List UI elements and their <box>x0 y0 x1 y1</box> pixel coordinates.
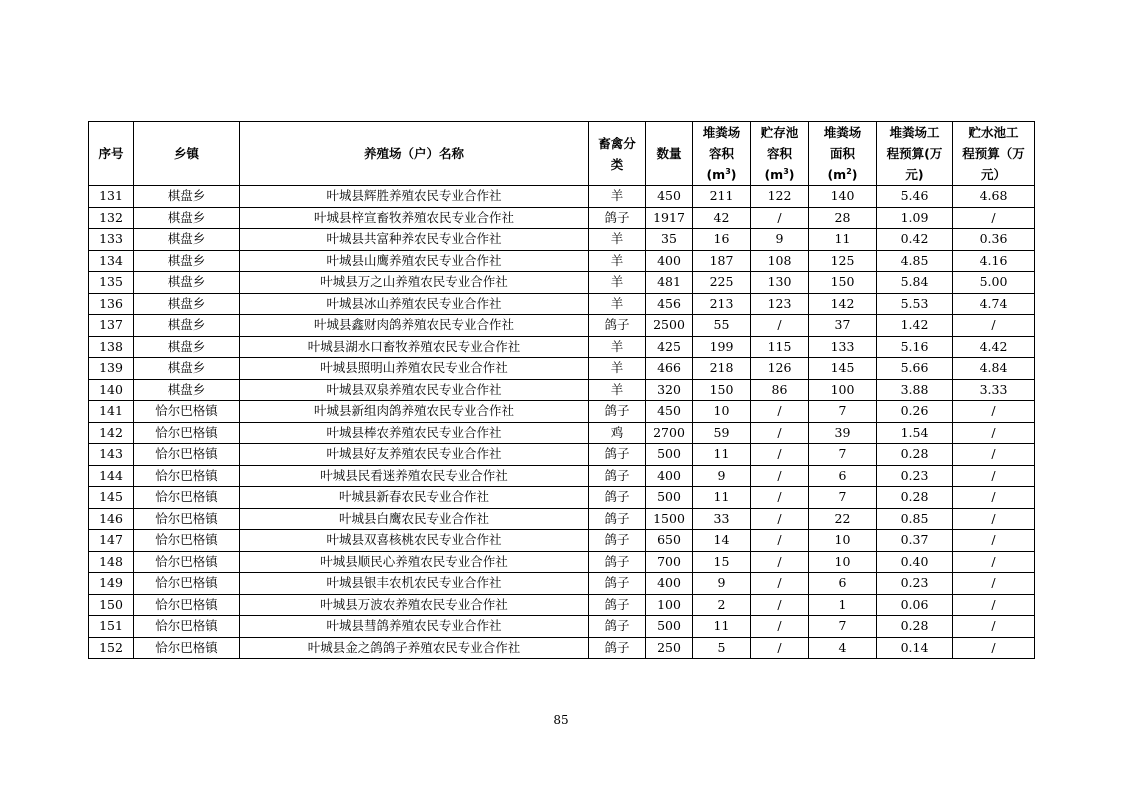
cell-storage-pond-volume: / <box>751 573 809 595</box>
cell-town: 恰尔巴格镇 <box>134 637 240 659</box>
cell-manure-yard-volume: 11 <box>693 444 751 466</box>
cell-index: 141 <box>89 401 134 423</box>
header-manure-yard-volume: 堆粪场 容积 $(m^3)$ <box>693 122 751 186</box>
cell-manure-yard-budget: 0.26 <box>877 401 953 423</box>
cell-quantity: 481 <box>646 272 693 294</box>
cell-water-pond-budget: / <box>953 315 1035 337</box>
cell-manure-yard-area: 7 <box>809 487 877 509</box>
cell-storage-pond-volume: / <box>751 207 809 229</box>
cell-storage-pond-volume: / <box>751 637 809 659</box>
cell-manure-yard-area: 22 <box>809 508 877 530</box>
cell-livestock-type: 鸽子 <box>589 594 646 616</box>
cell-water-pond-budget: / <box>953 616 1035 638</box>
cell-manure-yard-volume: 15 <box>693 551 751 573</box>
cell-town: 恰尔巴格镇 <box>134 508 240 530</box>
cell-town: 棋盘乡 <box>134 293 240 315</box>
table-row <box>89 573 1035 595</box>
cell-manure-yard-budget: 0.40 <box>877 551 953 573</box>
cell-manure-yard-volume: 55 <box>693 315 751 337</box>
cell-quantity: 456 <box>646 293 693 315</box>
cell-water-pond-budget: 0.36 <box>953 229 1035 251</box>
cell-livestock-type: 鸽子 <box>589 530 646 552</box>
cell-index: 143 <box>89 444 134 466</box>
cell-storage-pond-volume: 108 <box>751 250 809 272</box>
cell-livestock-type: 鸽子 <box>589 637 646 659</box>
cell-quantity: 700 <box>646 551 693 573</box>
cell-water-pond-budget: / <box>953 551 1035 573</box>
cell-manure-yard-volume: 218 <box>693 358 751 380</box>
cell-livestock-type: 鸡 <box>589 422 646 444</box>
cell-manure-yard-area: 37 <box>809 315 877 337</box>
cell-farm-name: 叶城县银丰农机农民专业合作社 <box>240 573 589 595</box>
cell-manure-yard-budget: 1.09 <box>877 207 953 229</box>
table-row <box>89 272 1035 294</box>
cell-livestock-type: 羊 <box>589 358 646 380</box>
cell-manure-yard-area: 4 <box>809 637 877 659</box>
cell-storage-pond-volume: 115 <box>751 336 809 358</box>
cell-manure-yard-volume: 2 <box>693 594 751 616</box>
cell-quantity: 2500 <box>646 315 693 337</box>
cell-manure-yard-area: 11 <box>809 229 877 251</box>
cell-water-pond-budget: 5.00 <box>953 272 1035 294</box>
cell-manure-yard-area: 10 <box>809 530 877 552</box>
cell-livestock-type: 鸽子 <box>589 465 646 487</box>
cell-quantity: 500 <box>646 487 693 509</box>
header-farm-name: 养殖场（户）名称 <box>240 122 589 186</box>
cell-quantity: 35 <box>646 229 693 251</box>
cell-manure-yard-area: 6 <box>809 573 877 595</box>
cell-livestock-type: 羊 <box>589 379 646 401</box>
cell-index: 144 <box>89 465 134 487</box>
cell-quantity: 500 <box>646 444 693 466</box>
cell-manure-yard-budget: 4.85 <box>877 250 953 272</box>
cell-water-pond-budget: 4.74 <box>953 293 1035 315</box>
table-row <box>89 293 1035 315</box>
cell-farm-name: 叶城县万波农养殖农民专业合作社 <box>240 594 589 616</box>
cell-town: 棋盘乡 <box>134 229 240 251</box>
cell-farm-name: 叶城县好友养殖农民专业合作社 <box>240 444 589 466</box>
cell-farm-name: 叶城县共富种养农民专业合作社 <box>240 229 589 251</box>
cell-farm-name: 叶城县金之鸽鸽子养殖农民专业合作社 <box>240 637 589 659</box>
header-storage-pond-volume: 贮存池 容积 $(m^3)$ <box>751 122 809 186</box>
cell-town: 恰尔巴格镇 <box>134 616 240 638</box>
cell-storage-pond-volume: / <box>751 465 809 487</box>
cell-manure-yard-budget: 3.88 <box>877 379 953 401</box>
cell-quantity: 1917 <box>646 207 693 229</box>
cell-manure-yard-budget: 1.54 <box>877 422 953 444</box>
cell-storage-pond-volume: 126 <box>751 358 809 380</box>
cell-index: 131 <box>89 186 134 208</box>
cell-quantity: 400 <box>646 573 693 595</box>
cell-manure-yard-area: 6 <box>809 465 877 487</box>
cell-manure-yard-volume: 211 <box>693 186 751 208</box>
cell-farm-name: 叶城县冰山养殖农民专业合作社 <box>240 293 589 315</box>
cell-farm-name: 叶城县彗鸽养殖农民专业合作社 <box>240 616 589 638</box>
cell-manure-yard-area: 140 <box>809 186 877 208</box>
cell-water-pond-budget: / <box>953 637 1035 659</box>
cell-livestock-type: 鸽子 <box>589 487 646 509</box>
cell-storage-pond-volume: / <box>751 487 809 509</box>
cell-town: 恰尔巴格镇 <box>134 401 240 423</box>
cell-index: 135 <box>89 272 134 294</box>
table-row <box>89 401 1035 423</box>
table-row <box>89 207 1035 229</box>
cell-town: 恰尔巴格镇 <box>134 487 240 509</box>
header-manure-yard-area: 堆粪场 面积 $(m^2)$ <box>809 122 877 186</box>
cell-quantity: 100 <box>646 594 693 616</box>
cell-quantity: 400 <box>646 465 693 487</box>
header-index: 序号 <box>89 122 134 186</box>
cell-water-pond-budget: / <box>953 465 1035 487</box>
header-quantity: 数量 <box>646 122 693 186</box>
cell-livestock-type: 羊 <box>589 272 646 294</box>
cell-water-pond-budget: / <box>953 487 1035 509</box>
cell-manure-yard-budget: 5.53 <box>877 293 953 315</box>
cell-manure-yard-budget: 0.28 <box>877 616 953 638</box>
cell-farm-name: 叶城县湖水口畜牧养殖农民专业合作社 <box>240 336 589 358</box>
cell-livestock-type: 羊 <box>589 229 646 251</box>
cell-storage-pond-volume: / <box>751 422 809 444</box>
cell-storage-pond-volume: / <box>751 315 809 337</box>
cell-manure-yard-area: 125 <box>809 250 877 272</box>
cell-index: 138 <box>89 336 134 358</box>
cell-farm-name: 叶城县鑫财肉鸽养殖农民专业合作社 <box>240 315 589 337</box>
cell-farm-name: 叶城县顺民心养殖农民专业合作社 <box>240 551 589 573</box>
cell-farm-name: 叶城县新组肉鸽养殖农民专业合作社 <box>240 401 589 423</box>
cell-livestock-type: 羊 <box>589 186 646 208</box>
cell-farm-name: 叶城县双喜核桃农民专业合作社 <box>240 530 589 552</box>
cell-quantity: 500 <box>646 616 693 638</box>
cell-storage-pond-volume: 130 <box>751 272 809 294</box>
cell-town: 恰尔巴格镇 <box>134 551 240 573</box>
cell-manure-yard-budget: 1.42 <box>877 315 953 337</box>
cell-quantity: 450 <box>646 186 693 208</box>
cell-index: 152 <box>89 637 134 659</box>
cell-manure-yard-area: 133 <box>809 336 877 358</box>
cell-livestock-type: 羊 <box>589 336 646 358</box>
cell-storage-pond-volume: / <box>751 508 809 530</box>
table-row <box>89 594 1035 616</box>
cell-storage-pond-volume: 9 <box>751 229 809 251</box>
cell-manure-yard-budget: 5.16 <box>877 336 953 358</box>
cell-index: 151 <box>89 616 134 638</box>
cell-storage-pond-volume: / <box>751 616 809 638</box>
table-row <box>89 444 1035 466</box>
cell-manure-yard-budget: 5.84 <box>877 272 953 294</box>
table-row <box>89 315 1035 337</box>
cell-manure-yard-volume: 59 <box>693 422 751 444</box>
cell-index: 139 <box>89 358 134 380</box>
cell-index: 140 <box>89 379 134 401</box>
cell-farm-name: 叶城县辉胜养殖农民专业合作社 <box>240 186 589 208</box>
cell-town: 棋盘乡 <box>134 250 240 272</box>
cell-water-pond-budget: 4.42 <box>953 336 1035 358</box>
cell-manure-yard-area: 145 <box>809 358 877 380</box>
cell-manure-yard-volume: 150 <box>693 379 751 401</box>
cell-livestock-type: 鸽子 <box>589 616 646 638</box>
cell-index: 148 <box>89 551 134 573</box>
cell-storage-pond-volume: 86 <box>751 379 809 401</box>
cell-manure-yard-volume: 11 <box>693 616 751 638</box>
cell-quantity: 400 <box>646 250 693 272</box>
cell-manure-yard-budget: 0.28 <box>877 444 953 466</box>
table-row <box>89 422 1035 444</box>
cell-manure-yard-volume: 213 <box>693 293 751 315</box>
cell-manure-yard-area: 150 <box>809 272 877 294</box>
cell-storage-pond-volume: 123 <box>751 293 809 315</box>
cell-farm-name: 叶城县棒农养殖农民专业合作社 <box>240 422 589 444</box>
cell-quantity: 320 <box>646 379 693 401</box>
header-town: 乡镇 <box>134 122 240 186</box>
cell-livestock-type: 鸽子 <box>589 508 646 530</box>
cell-livestock-type: 鸽子 <box>589 401 646 423</box>
cell-livestock-type: 鸽子 <box>589 207 646 229</box>
cell-storage-pond-volume: / <box>751 444 809 466</box>
cell-quantity: 466 <box>646 358 693 380</box>
cell-water-pond-budget: / <box>953 207 1035 229</box>
cell-storage-pond-volume: / <box>751 594 809 616</box>
cell-town: 恰尔巴格镇 <box>134 444 240 466</box>
cell-manure-yard-area: 28 <box>809 207 877 229</box>
table-row <box>89 465 1035 487</box>
cell-livestock-type: 羊 <box>589 293 646 315</box>
cell-livestock-type: 鸽子 <box>589 315 646 337</box>
cell-manure-yard-area: 7 <box>809 616 877 638</box>
cell-town: 恰尔巴格镇 <box>134 465 240 487</box>
cell-water-pond-budget: / <box>953 401 1035 423</box>
cell-manure-yard-area: 7 <box>809 444 877 466</box>
cell-water-pond-budget: / <box>953 594 1035 616</box>
cell-manure-yard-budget: 5.66 <box>877 358 953 380</box>
cell-manure-yard-volume: 9 <box>693 573 751 595</box>
table-row <box>89 551 1035 573</box>
cell-manure-yard-volume: 16 <box>693 229 751 251</box>
cell-water-pond-budget: / <box>953 422 1035 444</box>
page-number: 85 <box>553 713 569 727</box>
cell-manure-yard-budget: 0.06 <box>877 594 953 616</box>
cell-town: 棋盘乡 <box>134 358 240 380</box>
cell-manure-yard-budget: 5.46 <box>877 186 953 208</box>
cell-manure-yard-budget: 0.85 <box>877 508 953 530</box>
cell-manure-yard-area: 10 <box>809 551 877 573</box>
cell-manure-yard-budget: 0.42 <box>877 229 953 251</box>
cell-manure-yard-budget: 0.23 <box>877 573 953 595</box>
cell-town: 恰尔巴格镇 <box>134 594 240 616</box>
cell-water-pond-budget: / <box>953 508 1035 530</box>
cell-farm-name: 叶城县白鹰农民专业合作社 <box>240 508 589 530</box>
cell-index: 137 <box>89 315 134 337</box>
cell-storage-pond-volume: 122 <box>751 186 809 208</box>
cell-quantity: 650 <box>646 530 693 552</box>
cell-farm-name: 叶城县新春农民专业合作社 <box>240 487 589 509</box>
cell-water-pond-budget: 3.33 <box>953 379 1035 401</box>
header-row <box>89 122 1035 186</box>
table-body <box>89 186 1035 659</box>
table-row <box>89 508 1035 530</box>
cell-index: 149 <box>89 573 134 595</box>
cell-water-pond-budget: 4.68 <box>953 186 1035 208</box>
cell-town: 恰尔巴格镇 <box>134 422 240 444</box>
cell-livestock-type: 鸽子 <box>589 444 646 466</box>
cell-quantity: 450 <box>646 401 693 423</box>
cell-town: 恰尔巴格镇 <box>134 573 240 595</box>
cell-town: 棋盘乡 <box>134 379 240 401</box>
cell-manure-yard-volume: 187 <box>693 250 751 272</box>
cell-town: 棋盘乡 <box>134 272 240 294</box>
cell-farm-name: 叶城县万之山养殖农民专业合作社 <box>240 272 589 294</box>
cell-manure-yard-volume: 225 <box>693 272 751 294</box>
cell-manure-yard-area: 39 <box>809 422 877 444</box>
table-row <box>89 250 1035 272</box>
cell-livestock-type: 羊 <box>589 250 646 272</box>
cell-manure-yard-area: 100 <box>809 379 877 401</box>
cell-quantity: 2700 <box>646 422 693 444</box>
cell-livestock-type: 鸽子 <box>589 551 646 573</box>
table-row <box>89 358 1035 380</box>
cell-water-pond-budget: / <box>953 530 1035 552</box>
cell-manure-yard-volume: 5 <box>693 637 751 659</box>
cell-storage-pond-volume: / <box>751 530 809 552</box>
cell-manure-yard-budget: 0.14 <box>877 637 953 659</box>
cell-manure-yard-volume: 33 <box>693 508 751 530</box>
header-manure-yard-budget: 堆粪场工 程预算(万 元) <box>877 122 953 186</box>
cell-index: 133 <box>89 229 134 251</box>
table-row <box>89 186 1035 208</box>
cell-water-pond-budget: 4.16 <box>953 250 1035 272</box>
cell-manure-yard-volume: 42 <box>693 207 751 229</box>
cell-storage-pond-volume: / <box>751 551 809 573</box>
cell-index: 147 <box>89 530 134 552</box>
table-row <box>89 487 1035 509</box>
cell-manure-yard-area: 7 <box>809 401 877 423</box>
cell-index: 150 <box>89 594 134 616</box>
cell-water-pond-budget: / <box>953 444 1035 466</box>
cell-manure-yard-budget: 0.23 <box>877 465 953 487</box>
cell-manure-yard-budget: 0.37 <box>877 530 953 552</box>
table-row <box>89 530 1035 552</box>
cell-index: 146 <box>89 508 134 530</box>
cell-index: 132 <box>89 207 134 229</box>
table-row <box>89 637 1035 659</box>
cell-farm-name: 叶城县双泉养殖农民专业合作社 <box>240 379 589 401</box>
cell-water-pond-budget: 4.84 <box>953 358 1035 380</box>
cell-farm-name: 叶城县民看迷养殖农民专业合作社 <box>240 465 589 487</box>
cell-farm-name: 叶城县山鹰养殖农民专业合作社 <box>240 250 589 272</box>
table-row <box>89 336 1035 358</box>
cell-farm-name: 叶城县梓宣畜牧养殖农民专业合作社 <box>240 207 589 229</box>
cell-quantity: 1500 <box>646 508 693 530</box>
cell-town: 棋盘乡 <box>134 207 240 229</box>
header-water-pond-budget: 贮水池工 程预算（万 元） <box>953 122 1035 186</box>
cell-quantity: 425 <box>646 336 693 358</box>
cell-town: 棋盘乡 <box>134 336 240 358</box>
cell-index: 136 <box>89 293 134 315</box>
cell-quantity: 250 <box>646 637 693 659</box>
cell-livestock-type: 鸽子 <box>589 573 646 595</box>
cell-index: 145 <box>89 487 134 509</box>
table-row <box>89 616 1035 638</box>
cell-storage-pond-volume: / <box>751 401 809 423</box>
table-row <box>89 379 1035 401</box>
cell-manure-yard-volume: 199 <box>693 336 751 358</box>
cell-manure-yard-area: 1 <box>809 594 877 616</box>
cell-index: 142 <box>89 422 134 444</box>
header-livestock-type: 畜禽分 类 <box>589 122 646 186</box>
cell-manure-yard-volume: 10 <box>693 401 751 423</box>
cell-manure-yard-volume: 9 <box>693 465 751 487</box>
cell-farm-name: 叶城县照明山养殖农民专业合作社 <box>240 358 589 380</box>
cell-town: 棋盘乡 <box>134 186 240 208</box>
cell-manure-yard-volume: 14 <box>693 530 751 552</box>
cell-manure-yard-budget: 0.28 <box>877 487 953 509</box>
table-row <box>89 229 1035 251</box>
cell-town: 恰尔巴格镇 <box>134 530 240 552</box>
cell-town: 棋盘乡 <box>134 315 240 337</box>
cell-water-pond-budget: / <box>953 573 1035 595</box>
cell-manure-yard-area: 142 <box>809 293 877 315</box>
data-table <box>88 121 1035 659</box>
cell-manure-yard-volume: 11 <box>693 487 751 509</box>
cell-index: 134 <box>89 250 134 272</box>
